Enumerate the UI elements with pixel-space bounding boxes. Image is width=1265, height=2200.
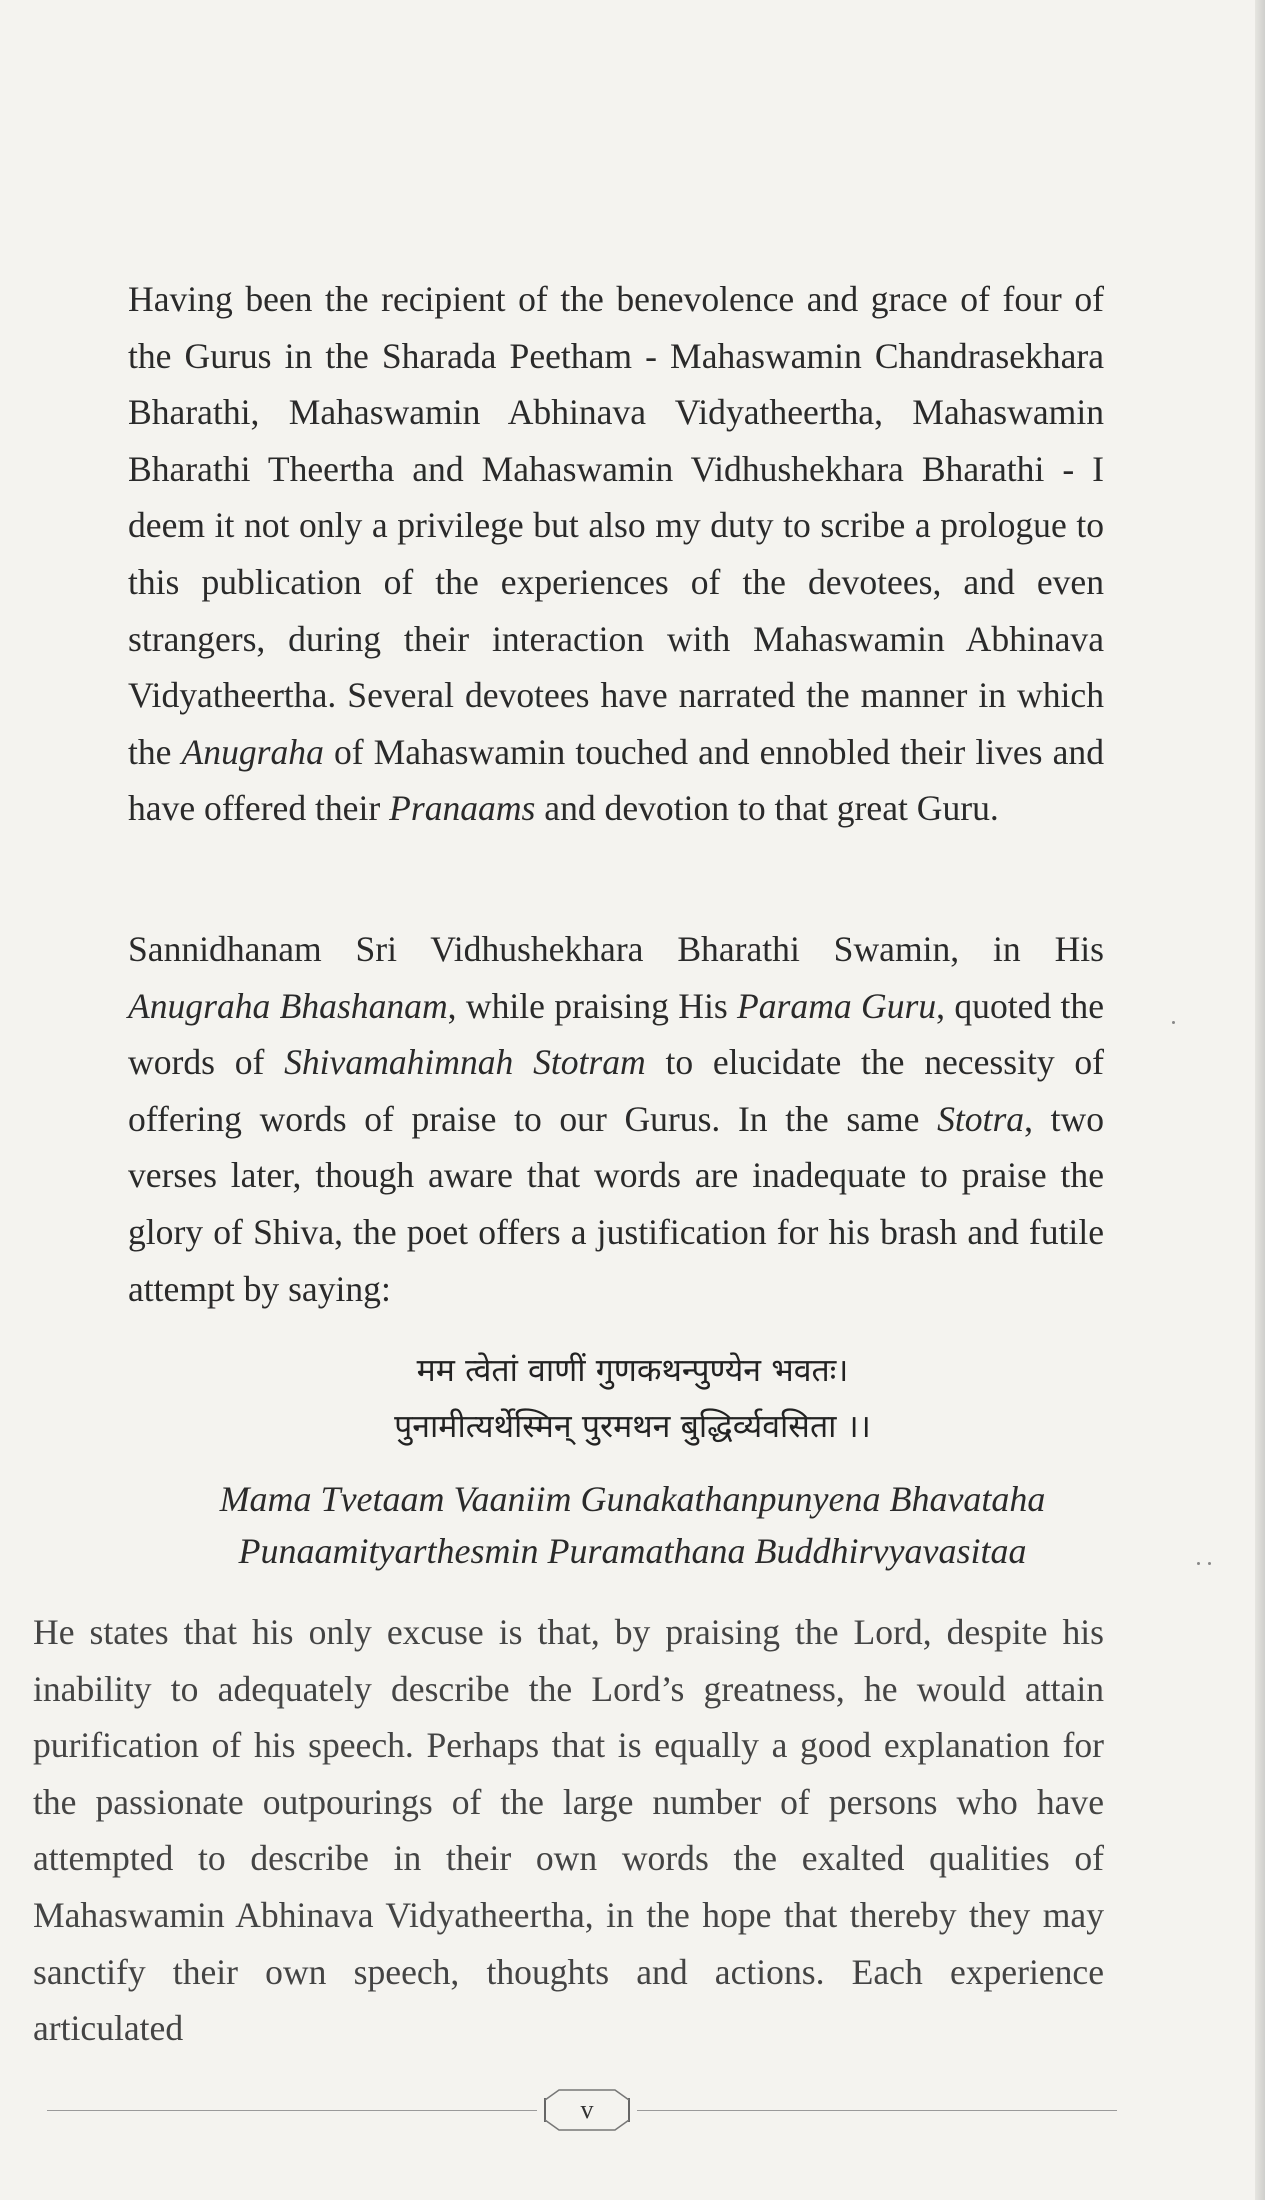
verse-devanagari-line-1: मम त्वेतां वाणीं गुणकथन्पुण्येन भवतः। xyxy=(416,1351,849,1389)
paragraph-prologue xyxy=(33,271,1104,837)
paragraph-text: Having been the recipient of the benevolence and grace of four of the Gurus in the Sharada Peetham - Mahaswamin Chandrasekhara Bharathi, Mahaswamin Abhinava Vidyatheertha, Mahaswamin Bharathi Theertha and Mahaswamin Vidhushekhara Bharathi - I deem it not only a privilege but also my duty to scribe a prologue to this publication of the experiences of the devotees, and even strangers, during their interaction with Mahaswamin Abhinava Vidyatheertha. Several devotees have narrated the manner in which the Anugraha of Mahaswamin touched and ennobled their lives and have offered their Pranaams and devotion to that great Guru. xyxy=(128,279,1104,829)
italic-term: Anugraha Bhashanam xyxy=(128,985,448,1026)
print-speck xyxy=(1208,1562,1211,1565)
print-speck xyxy=(1172,1021,1175,1024)
page-footer xyxy=(47,2080,1117,2140)
italic-term: Stotra xyxy=(937,1098,1025,1139)
verse-latin-line-1: Mama Tvetaam Vaaniim Gunakathanpunyena Bhavataha xyxy=(219,1479,1046,1519)
paragraph-explanation xyxy=(33,1604,1104,2057)
verse-devanagari-line-2: पुनामीत्यर्थेस्मिन् पुरमथन बुद्धिर्व्यवसिता ।। xyxy=(394,1407,871,1445)
paragraph-stotram xyxy=(33,921,1104,1317)
italic-term: Pranaams xyxy=(389,788,536,829)
italic-term: Shivamahimnah Stotram xyxy=(284,1042,646,1083)
page-number: v xyxy=(580,2095,594,2124)
verse-latin-line-2: Punaamityarthesmin Puramathana Buddhirvyavasitaa xyxy=(238,1531,1027,1571)
italic-term: Parama Guru xyxy=(737,985,937,1026)
folio-frame xyxy=(537,2086,637,2134)
footer-rule-left xyxy=(47,2110,537,2111)
sanskrit-verse xyxy=(0,1342,1265,1454)
italic-term: Anugraha xyxy=(181,731,324,772)
print-speck xyxy=(1197,1562,1200,1565)
footer-rule-right xyxy=(637,2110,1117,2111)
paragraph-text: He states that his only excuse is that, by praising the Lord, despite his inability to adequately describe the Lord’s greatness, he would attain purification of his speech. Perhaps that is equally a good explanation for the passionate outpourings of the large number of persons who have attempted to describe in their own words the exalted qualities of Mahaswamin Abhinava Vidyatheertha, in the hope that thereby they may sanctify their own speech, thoughts and actions. Each experience articulated xyxy=(33,1612,1104,2049)
verse-transliteration xyxy=(0,1473,1265,1577)
page-edge xyxy=(1255,0,1265,2200)
paragraph-text: Sannidhanam Sri Vidhushekhara Bharathi Swamin, in His Anugraha Bhashanam, while praising His Parama Guru, quoted the words of Shivamahimnah Stotram to elucidate the necessity of offering words of praise to our Gurus. In the same Stotra, two verses later, though aware that words are inadequate to praise the glory of Shiva, the poet offers a justification for his brash and futile attempt by saying: xyxy=(128,929,1105,1309)
